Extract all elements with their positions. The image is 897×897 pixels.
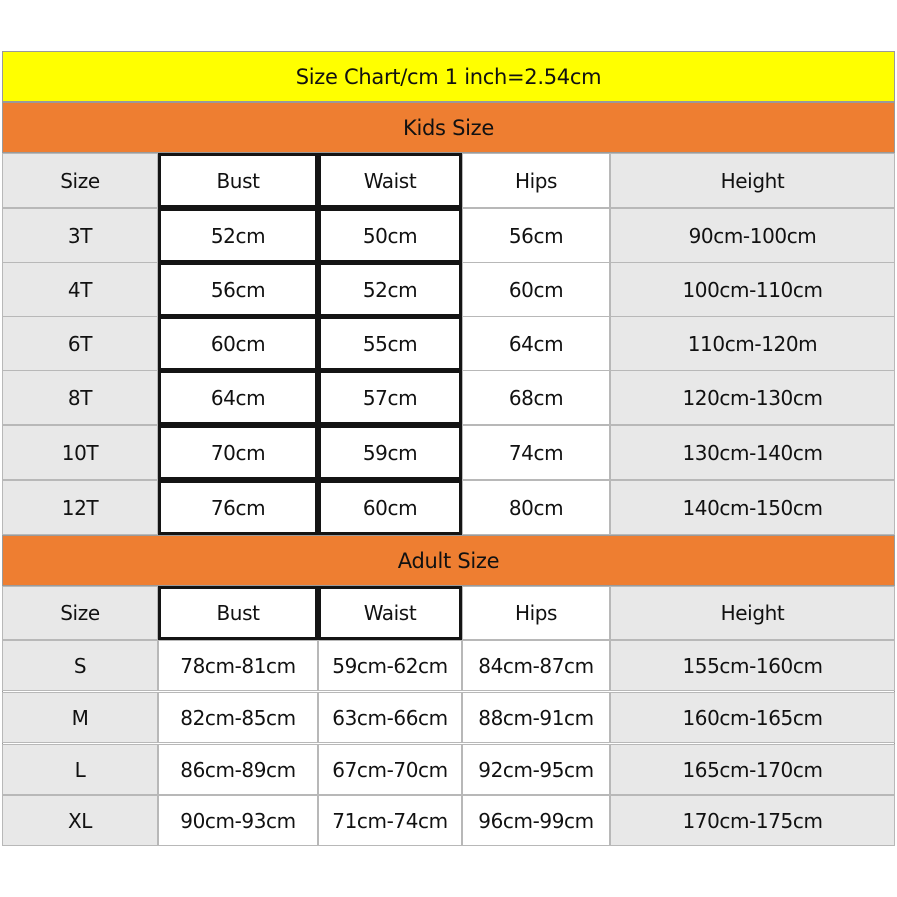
kids-header-height: Height [610,153,895,208]
adult-row-xl-size: XL [2,795,158,846]
kids-row-4t-bust: 56cm [158,262,318,317]
adult-header-hips: Hips [462,586,610,640]
kids-row-12t-size: 12T [2,480,158,535]
kids-row-6t-hips: 64cm [462,316,610,371]
kids-row-10t-size: 10T [2,425,158,480]
kids-header-waist: Waist [318,153,462,208]
adult-row-l-hips: 92cm-95cm [462,744,610,795]
chart-title: Size Chart/cm 1 inch=2.54cm [2,51,895,102]
adult-row-m-size: M [2,692,158,743]
adult-header-size: Size [2,586,158,640]
adult-row-s-waist: 59cm-62cm [318,640,462,691]
adult-size-header: Adult Size [2,535,895,586]
kids-row-3t-waist: 50cm [318,208,462,263]
kids-row-6t-waist: 55cm [318,316,462,371]
adult-row-l-height: 165cm-170cm [610,744,895,795]
kids-row-8t-size: 8T [2,370,158,425]
adult-row-s-size: S [2,640,158,691]
adult-row-s-bust: 78cm-81cm [158,640,318,691]
kids-row-6t-size: 6T [2,316,158,371]
adult-row-xl-height: 170cm-175cm [610,795,895,846]
kids-header-hips: Hips [462,153,610,208]
kids-row-8t-bust: 64cm [158,370,318,425]
adult-row-m-waist: 63cm-66cm [318,692,462,743]
adult-header-bust: Bust [158,586,318,640]
kids-row-12t-hips: 80cm [462,480,610,535]
kids-row-8t-height: 120cm-130cm [610,370,895,425]
adult-row-m-height: 160cm-165cm [610,692,895,743]
kids-row-10t-height: 130cm-140cm [610,425,895,480]
kids-row-12t-height: 140cm-150cm [610,480,895,535]
kids-row-3t-size: 3T [2,208,158,263]
adult-row-m-hips: 88cm-91cm [462,692,610,743]
adult-row-xl-hips: 96cm-99cm [462,795,610,846]
kids-row-8t-hips: 68cm [462,370,610,425]
kids-header-size: Size [2,153,158,208]
kids-row-3t-bust: 52cm [158,208,318,263]
adult-header-height: Height [610,586,895,640]
adult-row-l-waist: 67cm-70cm [318,744,462,795]
adult-row-s-hips: 84cm-87cm [462,640,610,691]
kids-row-12t-waist: 60cm [318,480,462,535]
kids-row-10t-bust: 70cm [158,425,318,480]
adult-row-l-size: L [2,744,158,795]
adult-row-m-bust: 82cm-85cm [158,692,318,743]
kids-row-10t-waist: 59cm [318,425,462,480]
kids-header-bust: Bust [158,153,318,208]
kids-row-6t-height: 110cm-120m [610,316,895,371]
kids-row-6t-bust: 60cm [158,316,318,371]
kids-row-4t-size: 4T [2,262,158,317]
adult-row-xl-bust: 90cm-93cm [158,795,318,846]
adult-row-xl-waist: 71cm-74cm [318,795,462,846]
kids-row-4t-waist: 52cm [318,262,462,317]
kids-row-10t-hips: 74cm [462,425,610,480]
kids-size-header: Kids Size [2,102,895,153]
kids-row-3t-hips: 56cm [462,208,610,263]
kids-row-4t-height: 100cm-110cm [610,262,895,317]
kids-row-4t-hips: 60cm [462,262,610,317]
kids-row-8t-waist: 57cm [318,370,462,425]
adult-row-l-bust: 86cm-89cm [158,744,318,795]
kids-row-3t-height: 90cm-100cm [610,208,895,263]
adult-row-s-height: 155cm-160cm [610,640,895,691]
adult-header-waist: Waist [318,586,462,640]
kids-row-12t-bust: 76cm [158,480,318,535]
